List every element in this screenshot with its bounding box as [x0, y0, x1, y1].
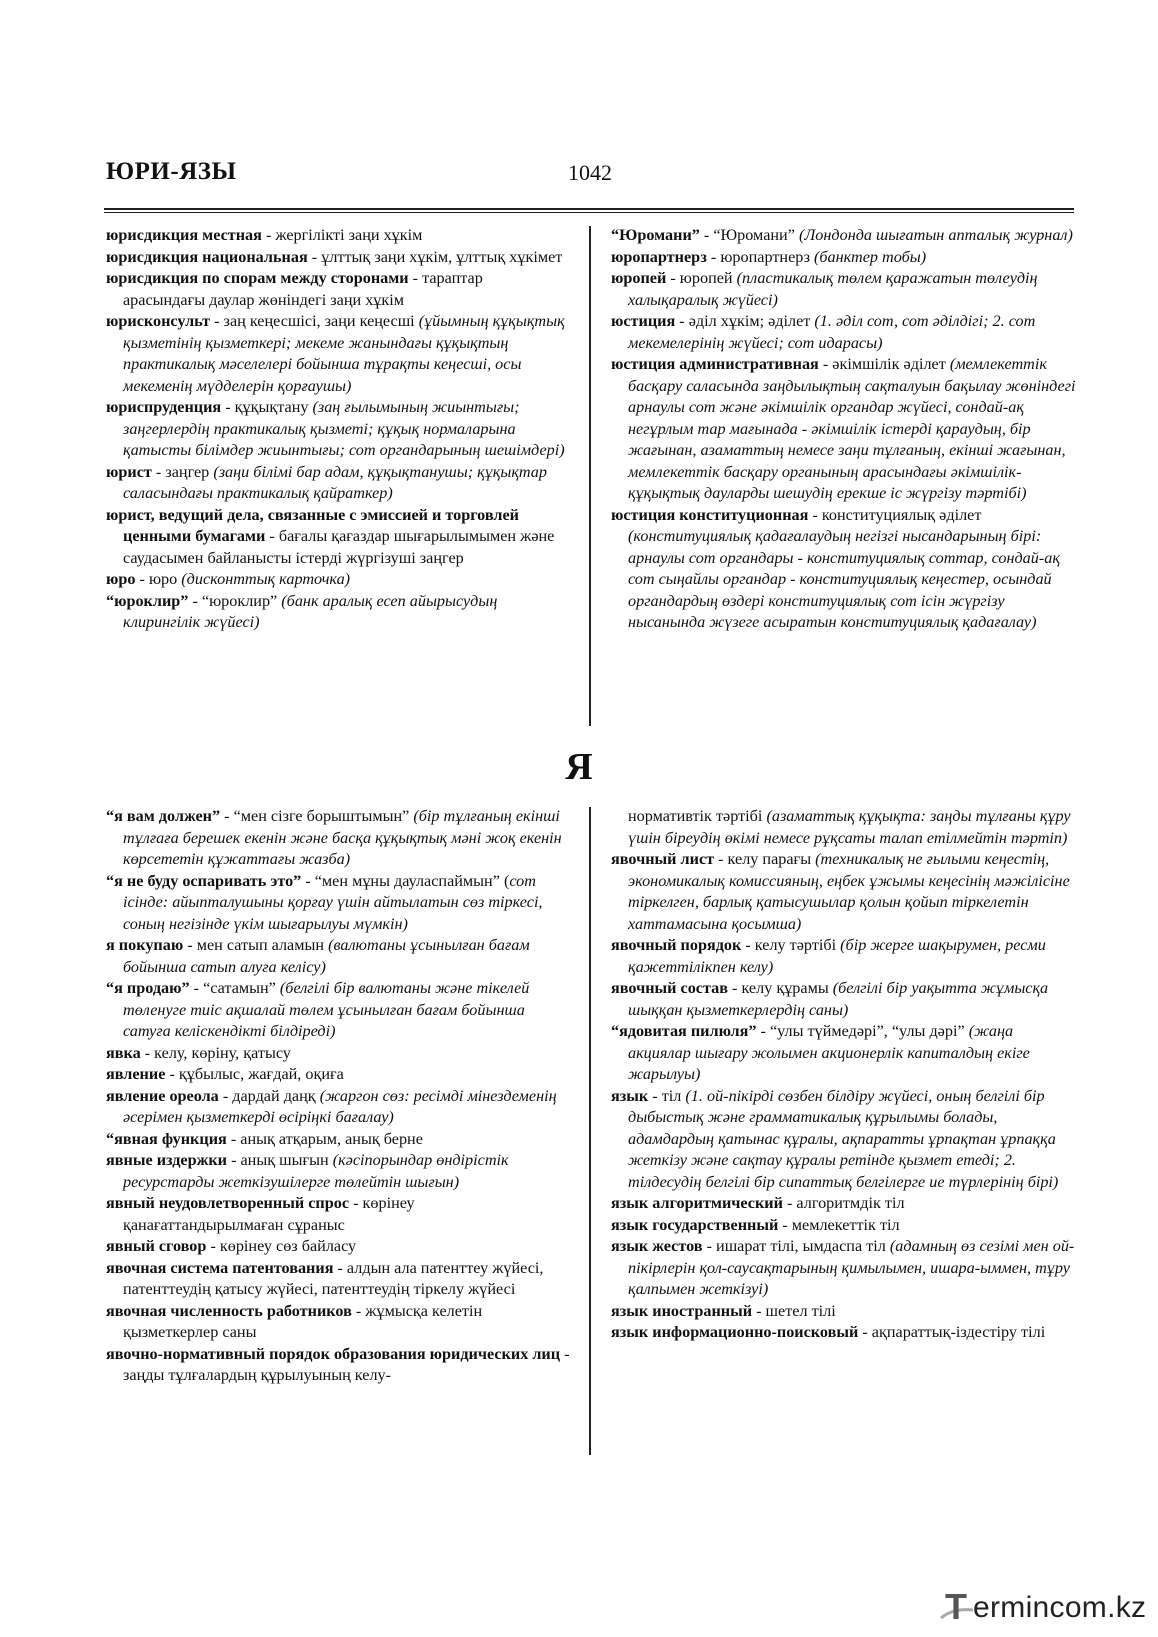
dictionary-entry: явные издержки - анық шығын (кәсіпорындар өндірістік ресурстарды жеткізушілерге төлейтін шығын): [106, 1151, 509, 1191]
dictionary-entry: я покупаю - мен сатып аламын (валютаны ұсынылған бағам бойынша сатып алуға келісу): [106, 936, 530, 976]
dictionary-entry: явление ореола - дардай даңқ (жаргон сөз: ресімді мінездеменің әсерімен қызметкерді өсіріңкі бағалау): [106, 1086, 557, 1126]
dictionary-entry: явный сговор - көрінеу сөз байласу: [106, 1237, 357, 1255]
dictionary-entry: юстиция административная - әкімшілік әділет (мемлекеттік басқару саласында заңдылықтың сақталуын бақылау жөніндегі арнаулы сот және әкімшілік органдар жүйесі, сондай-ақ негұрлым тар мағынада - әкімшілік істерді қараудың, бір жағынан, азаматтың немесе заңи тұлғаның, екінші жағынан, мемлекеттік басқару органының арасындағы әкімшілік-құқықтық дауларды шешудің ерекше іс жүргізу тәртібі): [611, 355, 1076, 502]
dictionary-entry: язык - тіл (1. ой-пікірді сөзбен білдіру жүйесі, оның белгілі бір дыбыстық және грамматикалық құрылымы болады, адамдардың қатынас құралы, ақпаратты ұрпақтан ұрпаққа жеткізу және сақтау құралы ретінде қызмет етеді; 2. тілдесудің белгілі бір сипаттық белгілерге ие түрлерінің бірі): [611, 1086, 1059, 1191]
column-top-left: [106, 225, 566, 634]
dictionary-entry: “я не буду оспаривать это” - “мен мұны дауласпаймын” (сот ісінде: айыпталушыны қорғау үшін айтылатын сөз тіркесі, соның негізінде үкім шығарылуы мүмкін): [106, 871, 543, 933]
column-divider-top: [589, 226, 591, 726]
dictionary-entry: “юроклир” - “юроклир” (банк аралық есеп айырысудың клирингілік жүйесі): [106, 591, 498, 631]
dictionary-entry: юриспруденция - құқықтану (заң ғылымының жиынтығы; заңгерлердің практикалық қызметі; құқық нормаларына қатысты білімдер жиынтығы; сот органдарының шешімдері): [106, 398, 565, 459]
dictionary-entry: “я продаю” - “сатамын” (белгілі бір валютаны және тікелей төленуге тиіс ақшалай төлем ұсынылған бағам бойынша сатуға келіскендікті білдіреді): [106, 979, 530, 1040]
dictionary-entry: юрисконсульт - заң кеңесшісі, заңи кеңесші (ұйымның құқықтық қызметінің қызметкері; мекеме жанындағы құқықтың практикалық мәселелері бойынша тұрақты кеңесші, осы мекеменің мүдделерін қорғаушы): [106, 312, 565, 395]
dictionary-entry: язык алгоритмический - алгоритмдік тіл: [611, 1194, 905, 1212]
dictionary-entry: “я вам должен” - “мен сізге борыштымын” (бір тұлғаның екінші тұлғаға берешек екенін және басқа құқықтық мәні жоқ екенін көрсететін құжаттағы жазба): [106, 807, 562, 868]
dictionary-entry: явление - құбылыс, жағдай, оқиға: [106, 1065, 344, 1083]
dictionary-entry: юрисдикция местная - жергілікті заңи хұкім: [106, 226, 423, 244]
dictionary-entry: язык иностранный - шетел тілі: [611, 1301, 836, 1320]
dictionary-entry: юстиция - әділ хұкім; әділет (1. әділ сот, сот әділдігі; 2. сот мекемелерінің жүйесі; сот идарасы): [611, 312, 1036, 352]
dictionary-entry: юрисдикция по спорам между сторонами - тараптар арасындағы даулар жөніндегі заңи хұкім: [106, 269, 483, 309]
logo-initial: T: [945, 1586, 967, 1627]
termincom-logo: [945, 1586, 1145, 1630]
dictionary-entry: “Юромани” - “Юромани” (Лондонда шығатын апталық журнал): [611, 226, 1073, 244]
dictionary-entry: явочно-нормативный порядок образования юридических лиц - заңды тұлғалардың құрылуының келу-: [106, 1344, 570, 1384]
dictionary-entry: юрист - заңгер (заңи білімі бар адам, құқықтанушы; құқықтар саласындағы практикалық қайраткер): [106, 462, 547, 502]
dictionary-entry: явочная система патентования - алдын ала патенттеу жүйесі, патенттеудің қатысу жүйесі, патенттеудің тіркелу жүйесі: [106, 1258, 544, 1298]
dictionary-entry: явка - келу, көріну, қатысу: [106, 1043, 291, 1062]
dictionary-entry: юро - юро (дисконттық карточка): [106, 570, 351, 588]
dictionary-entry: юрист, ведущий дела, связанные с эмиссией и торговлей ценными бумагами - бағалы қағаздар шығарылымымен және саудасымен байланысты істерді жүргізуші заңгер: [106, 505, 555, 567]
dictionary-entry: явочный состав - келу құрамы (белгілі бір уақытта жұмысқа шыққан қызметкерлердің саны): [611, 979, 1049, 1019]
dictionary-entry: юстиция конституционная - конституциялық әділет (конституциялық қадағалаудың негізгі нысандарының бірі: арнаулы сот органдары - конституциялық соттар, сондай-ақ сот сыңайлы органдар - конституциялық кеңестер, осындай органдардың өздері конституциялық сот ісін жүргізу нысанында жүзеге асыратын конституциялық қадағалау): [611, 505, 1060, 631]
header-rule-thick: [104, 208, 1074, 210]
dictionary-entry: язык информационно-поисковый - ақпараттық-іздестіру тілі: [611, 1323, 1046, 1341]
page-number: 1042: [568, 160, 612, 185]
column-divider-bottom: [589, 807, 591, 1455]
dictionary-entry: “ядовитая пилюля” - “улы түймедәрі”, “улы дәрі” (жаңа акциялар шығару жолымен акционерлік капиталдың екіге жарылуы): [611, 1022, 1030, 1083]
logo-text: ermincom.kz: [973, 1591, 1147, 1624]
dictionary-entry: явный неудовлетворенный спрос - көрінеу қанағаттандырылмаған сұраныс: [106, 1194, 415, 1234]
dictionary-entry: “явная функция - анық атқарым, анық берне: [106, 1129, 423, 1148]
page-header-title: ЮРИ-ЯЗЫ: [106, 158, 237, 185]
dictionary-entry: явочный порядок - келу тәртібі (бір жерге шақырумен, ресми қажеттілікпен келу): [611, 936, 1046, 976]
dictionary-entry: явочная численность работников - жұмысқа келетін қызметкерлер саны: [106, 1301, 483, 1341]
dictionary-entry: юропей - юропей (пластикалық төлем қаражатын төлеудің халықаралық жүйесі): [611, 269, 1038, 309]
header-rule-thin: [104, 212, 1074, 213]
dictionary-entry: язык государственный - мемлекеттік тіл: [611, 1215, 900, 1234]
dictionary-entry: юрисдикция национальная - ұлттық заңи хұкім, ұлттық хұкімет: [106, 247, 563, 266]
dictionary-entry-continued: нормативтік тәртібі (азаматтық құқықта: заңды тұлғаны құру үшін біреудің өкімі немесе рұқсаты талап етілмейтін тәртіп): [628, 807, 1071, 847]
column-bottom-left: [106, 806, 576, 1387]
dictionary-entry: язык жестов - ишарат тілі, ымдаспа тіл (адамның өз сезімі мен ой-пікірлерін қол-саусақтарының қимылымен, ишара-ыммен, тұру қалпымен жеткізуі): [611, 1237, 1075, 1298]
dictionary-entry: юропартнерз - юропартнерз (банктер тобы): [611, 247, 927, 266]
column-top-right: [611, 225, 1079, 634]
dictionary-entry: явочный лист - келу парағы (техникалық не ғылыми кеңестің, экономикалық комиссияның, еңбек ұжымы кеңесінің мәжілісіне тіркелген, барлық қатысушылар қолын қойып тіркелетін хаттамасына қосымша): [611, 850, 1070, 933]
section-letter: Я: [565, 746, 593, 788]
column-bottom-right: [611, 806, 1079, 1344]
